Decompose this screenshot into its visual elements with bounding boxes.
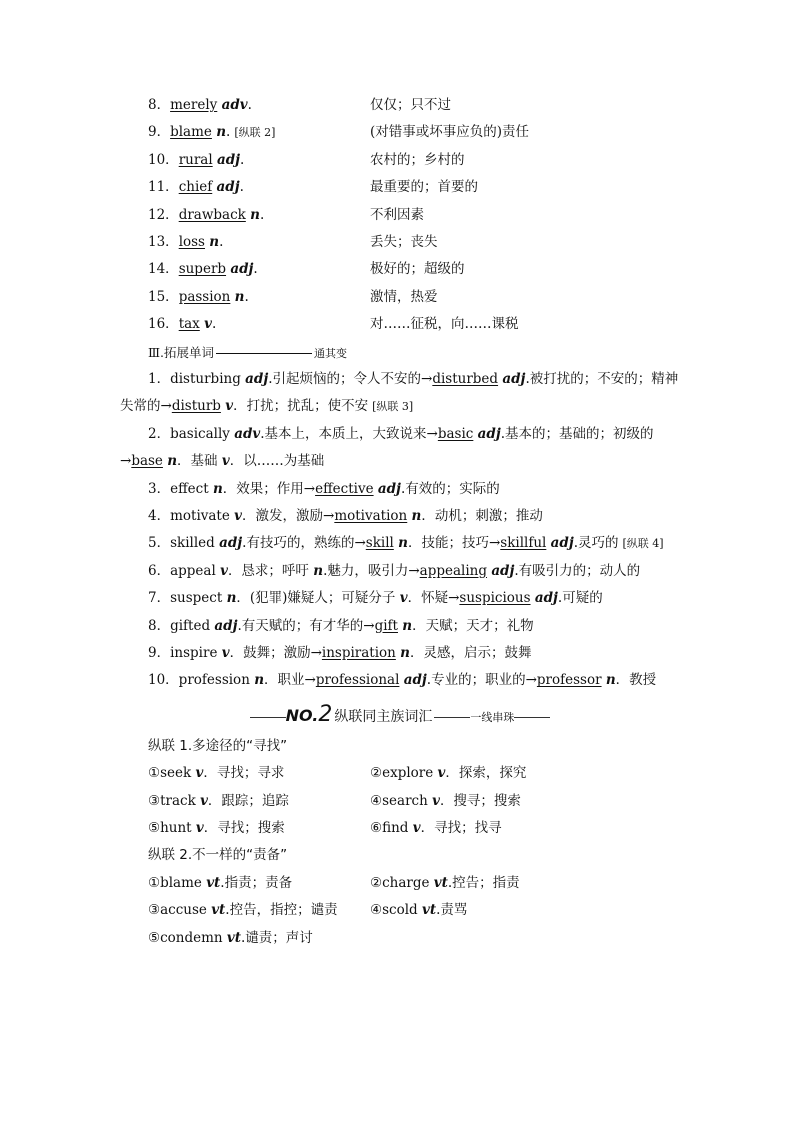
part-of-speech: v bbox=[200, 792, 208, 809]
text-segment: .控告，指控；谴责 bbox=[225, 902, 338, 919]
vocab-number: 14． bbox=[148, 261, 179, 278]
vocab-row bbox=[120, 174, 680, 201]
group-title: 纵联 2.不一样的“责备” bbox=[148, 847, 288, 864]
vocab-word: passion bbox=[178, 288, 231, 305]
part-of-speech: adj bbox=[216, 179, 240, 196]
text-segment: .责骂 bbox=[436, 902, 468, 919]
no2-title bbox=[120, 697, 680, 733]
part-of-speech: n bbox=[254, 672, 265, 689]
part-of-speech: adj bbox=[477, 425, 501, 442]
pos-dot: . bbox=[259, 206, 265, 223]
group-item bbox=[370, 765, 526, 781]
vocab-term bbox=[148, 202, 370, 229]
group-item bbox=[370, 820, 502, 836]
text-segment: ．(犯罪)嫌疑人；可疑分子 bbox=[236, 590, 400, 607]
part-of-speech: v bbox=[195, 819, 204, 836]
vocab-meaning: 仅仅；只不过 bbox=[370, 97, 451, 113]
part-of-speech: v bbox=[221, 644, 230, 661]
part-of-speech: n bbox=[605, 672, 616, 689]
part-of-speech: v bbox=[437, 765, 446, 782]
vocab-number: 10． bbox=[148, 151, 179, 168]
vocab-row bbox=[120, 311, 680, 338]
group-row bbox=[120, 760, 680, 787]
part-of-speech: v bbox=[225, 398, 234, 415]
text-segment: ．职业→ bbox=[264, 672, 316, 689]
text-segment: .控告；指责 bbox=[447, 874, 520, 891]
vocab-term bbox=[148, 256, 370, 283]
group-item bbox=[148, 760, 370, 787]
part-of-speech: vt bbox=[211, 902, 226, 919]
text-segment: .魅力，吸引力→ bbox=[323, 562, 420, 579]
vocab-term bbox=[148, 92, 370, 119]
no2-label: NO. bbox=[285, 705, 319, 725]
vocab-number: 13． bbox=[148, 233, 179, 250]
vocab-meaning: 极好的；超级的 bbox=[370, 261, 465, 278]
part-of-speech: v bbox=[221, 453, 230, 470]
text-segment: 5．skilled bbox=[148, 535, 220, 552]
text-segment: .基本的；基础的；初级的→ bbox=[120, 425, 654, 470]
group-title: 纵联 1.多途径的“寻找” bbox=[148, 737, 288, 754]
text-segment: ．探索，探究 bbox=[445, 765, 527, 782]
expand-entry bbox=[120, 366, 680, 421]
part-of-speech: v bbox=[204, 316, 212, 333]
text-segment: .可疑的 bbox=[557, 590, 603, 607]
text-segment: ⑤condemn bbox=[148, 929, 227, 946]
group-item bbox=[148, 897, 370, 924]
vocab-number: 12． bbox=[148, 206, 179, 223]
text-segment: 6．appeal bbox=[148, 562, 221, 579]
text-segment: ．寻找；寻求 bbox=[203, 765, 285, 782]
vocab-number: 9． bbox=[148, 124, 171, 141]
pos-dot: . bbox=[244, 288, 249, 305]
pos-dot: . bbox=[219, 233, 224, 250]
text-segment: 2．basically bbox=[148, 425, 235, 442]
pos-dot: . bbox=[240, 151, 245, 168]
vocab-meaning: 对……征税，向……课税 bbox=[370, 316, 519, 333]
text-segment: ④scold bbox=[370, 902, 422, 919]
part-of-speech: n bbox=[209, 233, 220, 250]
part-of-speech: adj bbox=[403, 672, 427, 689]
vocab-meaning: 农村的；乡村的 bbox=[370, 151, 465, 168]
part-of-speech: n bbox=[400, 644, 410, 661]
expand-entry bbox=[120, 530, 680, 557]
part-of-speech: adj bbox=[377, 480, 401, 497]
part-of-speech: adj bbox=[491, 562, 515, 579]
cross-ref-tag: [纵联 3] bbox=[372, 400, 414, 414]
group-item bbox=[370, 902, 467, 918]
group-item bbox=[370, 875, 520, 891]
part-of-speech: v bbox=[234, 507, 243, 524]
text-segment: ．动机；刺激；推动 bbox=[421, 507, 543, 524]
text-segment: ．效果；作用→ bbox=[222, 480, 316, 497]
part-of-speech: v bbox=[195, 765, 204, 782]
part-of-speech: adv bbox=[221, 97, 248, 113]
no2-number: 2 bbox=[318, 701, 333, 727]
vocab-meaning: 激情，热爱 bbox=[370, 288, 438, 305]
vocab-row bbox=[120, 256, 680, 283]
derived-word: skillful bbox=[500, 535, 547, 552]
text-segment: ．寻找；找寻 bbox=[420, 819, 502, 836]
group-row bbox=[120, 925, 680, 952]
vocab-word: merely bbox=[170, 97, 218, 113]
expand-entry bbox=[120, 503, 680, 530]
vocab-meaning: 最重要的；首要的 bbox=[370, 179, 478, 196]
derived-word: professional bbox=[315, 672, 400, 689]
derived-word: effective bbox=[315, 480, 374, 497]
vocab-row bbox=[120, 92, 680, 119]
part-of-speech: n bbox=[216, 124, 227, 141]
group-item bbox=[148, 815, 370, 842]
text-segment: ①blame bbox=[148, 874, 207, 891]
vocab-list bbox=[120, 92, 680, 339]
part-of-speech: n bbox=[234, 288, 245, 305]
derived-word: disturb bbox=[171, 398, 221, 415]
expand-entry bbox=[120, 667, 680, 694]
vocab-row bbox=[120, 119, 680, 146]
text-segment: ．基础 bbox=[177, 453, 222, 470]
text-segment: .专业的；职业的→ bbox=[426, 672, 537, 689]
vocab-term bbox=[148, 147, 370, 174]
group-item bbox=[148, 870, 370, 897]
vocab-word: chief bbox=[178, 179, 213, 196]
text-segment: .引起烦恼的；令人不安的→ bbox=[268, 370, 433, 387]
pos-dot: . bbox=[239, 179, 244, 196]
vocab-term bbox=[148, 284, 370, 311]
part-of-speech: n bbox=[226, 590, 237, 607]
title-dash-right bbox=[514, 717, 550, 718]
text-segment: ．寻找；搜索 bbox=[203, 819, 285, 836]
derived-word: gift bbox=[374, 617, 398, 634]
text-segment: ．鼓舞；激励→ bbox=[229, 644, 322, 661]
vocab-word: rural bbox=[178, 151, 213, 168]
expand-entry bbox=[120, 476, 680, 503]
part-of-speech: adj bbox=[534, 590, 558, 607]
text-segment: ．以……为基础 bbox=[229, 453, 325, 470]
text-segment: .有技巧的，熟练的→ bbox=[242, 535, 366, 552]
vocab-number: 15． bbox=[148, 288, 179, 305]
pos-dot: . bbox=[211, 316, 217, 333]
vocab-meaning: 不利因素 bbox=[370, 206, 424, 223]
part-of-speech: adv bbox=[234, 425, 261, 442]
section-3-tail: 通其变 bbox=[314, 346, 348, 360]
expand-entry bbox=[120, 585, 680, 612]
part-of-speech: vt bbox=[421, 902, 437, 919]
group-row bbox=[120, 870, 680, 897]
derived-word: base bbox=[131, 453, 163, 470]
text-segment: 9．inspire bbox=[148, 644, 222, 661]
text-segment: .基本上，本质上，大致说来→ bbox=[260, 425, 438, 442]
text-segment: 4．motivate bbox=[148, 507, 235, 524]
text-segment: 1．disturbing bbox=[148, 370, 246, 387]
vocab-term bbox=[148, 229, 370, 256]
part-of-speech: v bbox=[412, 819, 421, 836]
part-of-speech: n bbox=[398, 535, 408, 552]
part-of-speech: adj bbox=[219, 535, 243, 552]
text-segment: .谴责；声讨 bbox=[241, 929, 313, 946]
part-of-speech: vt bbox=[206, 874, 221, 891]
derived-word: inspiration bbox=[321, 644, 396, 661]
part-of-speech: vt bbox=[226, 929, 241, 946]
cross-ref-tag: [纵联 2] bbox=[234, 126, 276, 140]
text-segment: ．打扰；扰乱；使不安 bbox=[233, 398, 369, 415]
vocab-meaning: 丢失；丧失 bbox=[370, 233, 438, 250]
part-of-speech: adj bbox=[214, 617, 238, 634]
group-row bbox=[120, 788, 680, 815]
expand-entry bbox=[120, 558, 680, 585]
no2-text: 纵联同主族词汇 bbox=[334, 708, 433, 725]
pos-dot: . bbox=[253, 261, 258, 278]
title-dash-mid bbox=[434, 717, 470, 718]
group-row bbox=[120, 815, 680, 842]
no2-sub: 一线串珠 bbox=[470, 710, 515, 724]
text-segment: ．激发，激励→ bbox=[242, 507, 335, 524]
expand-list bbox=[120, 366, 680, 695]
vocab-word: blame bbox=[170, 124, 212, 141]
vocab-term bbox=[148, 311, 370, 338]
text-segment: ③accuse bbox=[148, 902, 212, 919]
vocab-row bbox=[120, 147, 680, 174]
part-of-speech: n bbox=[402, 617, 413, 634]
part-of-speech: n bbox=[167, 453, 178, 470]
group-row bbox=[120, 897, 680, 924]
derived-word: basic bbox=[437, 425, 474, 442]
vocab-term bbox=[148, 174, 370, 201]
text-segment: 10．profession bbox=[148, 672, 255, 689]
text-segment: ．恳求；呼吁 bbox=[227, 562, 314, 579]
pos-dot: . bbox=[226, 124, 231, 141]
expand-entry bbox=[120, 640, 680, 667]
derived-word: suspicious bbox=[459, 590, 531, 607]
text-segment: ④search bbox=[370, 792, 433, 809]
part-of-speech: n bbox=[313, 562, 324, 579]
heading-rule bbox=[216, 353, 312, 354]
cross-ref-tag: [纵联 4] bbox=[622, 537, 664, 551]
text-segment: ．天赋；天才；礼物 bbox=[412, 617, 534, 634]
text-segment: ②charge bbox=[370, 874, 434, 891]
vocab-number: 11． bbox=[148, 179, 179, 196]
vocab-meaning: (对错事或坏事应负的)责任 bbox=[370, 124, 530, 141]
derived-word: appealing bbox=[419, 562, 488, 579]
derived-word: professor bbox=[536, 672, 602, 689]
text-segment: .有效的；实际的 bbox=[400, 480, 500, 497]
text-segment: .有天赋的；有才华的→ bbox=[237, 617, 375, 634]
part-of-speech: adj bbox=[502, 370, 526, 387]
vocab-word: tax bbox=[178, 316, 200, 333]
text-segment: ②explore bbox=[370, 765, 438, 782]
part-of-speech: adj bbox=[230, 261, 254, 278]
text-segment: ．教授 bbox=[615, 672, 657, 689]
text-segment: ③track bbox=[148, 792, 201, 809]
text-segment: 7．suspect bbox=[148, 590, 227, 607]
part-of-speech: adj bbox=[216, 151, 241, 168]
text-segment: .有吸引力的；动人的 bbox=[514, 562, 641, 579]
part-of-speech: v bbox=[432, 792, 440, 809]
section-3-heading bbox=[120, 339, 680, 366]
text-segment: ⑥find bbox=[370, 819, 413, 836]
part-of-speech: adj bbox=[245, 370, 269, 387]
part-of-speech: n bbox=[212, 480, 223, 497]
document-content bbox=[120, 92, 680, 952]
text-segment: ．搜寻；搜索 bbox=[439, 792, 521, 809]
part-of-speech: v bbox=[399, 590, 408, 607]
vocab-word: superb bbox=[178, 261, 227, 278]
vocab-term bbox=[148, 119, 370, 146]
vocab-word: loss bbox=[178, 233, 205, 250]
part-of-speech: vt bbox=[433, 874, 448, 891]
part-of-speech: n bbox=[250, 206, 260, 223]
text-segment: 8．gifted bbox=[148, 617, 215, 634]
part-of-speech: v bbox=[220, 562, 228, 579]
expand-entry bbox=[120, 421, 680, 476]
group-item bbox=[148, 788, 370, 815]
title-dash-left bbox=[250, 717, 286, 718]
part-of-speech: adj bbox=[550, 535, 574, 552]
text-segment: .灵巧的 bbox=[573, 535, 619, 552]
text-segment: ．灵感，启示；鼓舞 bbox=[410, 644, 532, 661]
vocab-row bbox=[120, 202, 680, 229]
vocab-row bbox=[120, 284, 680, 311]
text-segment: .被打扰的；不安的；精神失常的→ bbox=[120, 370, 679, 415]
text-segment: ．技能；技巧→ bbox=[407, 535, 501, 552]
vocab-number: 8． bbox=[148, 97, 171, 113]
derived-word: disturbed bbox=[432, 370, 499, 387]
pos-dot: . bbox=[247, 97, 252, 113]
text-segment: ．跟踪；追踪 bbox=[207, 792, 289, 809]
text-segment: ①seek bbox=[148, 765, 196, 782]
group-item bbox=[148, 925, 370, 952]
vocab-word: drawback bbox=[178, 206, 246, 223]
text-segment: .指责；责备 bbox=[220, 874, 293, 891]
derived-word: skill bbox=[365, 535, 394, 552]
text-segment: ⑤hunt bbox=[148, 819, 196, 836]
part-of-speech: n bbox=[411, 507, 422, 524]
expand-entry bbox=[120, 613, 680, 640]
vocab-number: 16． bbox=[148, 316, 179, 333]
text-segment: 3．effect bbox=[148, 480, 213, 497]
section-3-title: Ⅲ.拓展单词 bbox=[148, 344, 215, 360]
vocab-row bbox=[120, 229, 680, 256]
vertical-groups bbox=[120, 733, 680, 952]
text-segment: ．怀疑→ bbox=[407, 590, 460, 607]
derived-word: motivation bbox=[334, 507, 408, 524]
group-item bbox=[370, 793, 521, 809]
